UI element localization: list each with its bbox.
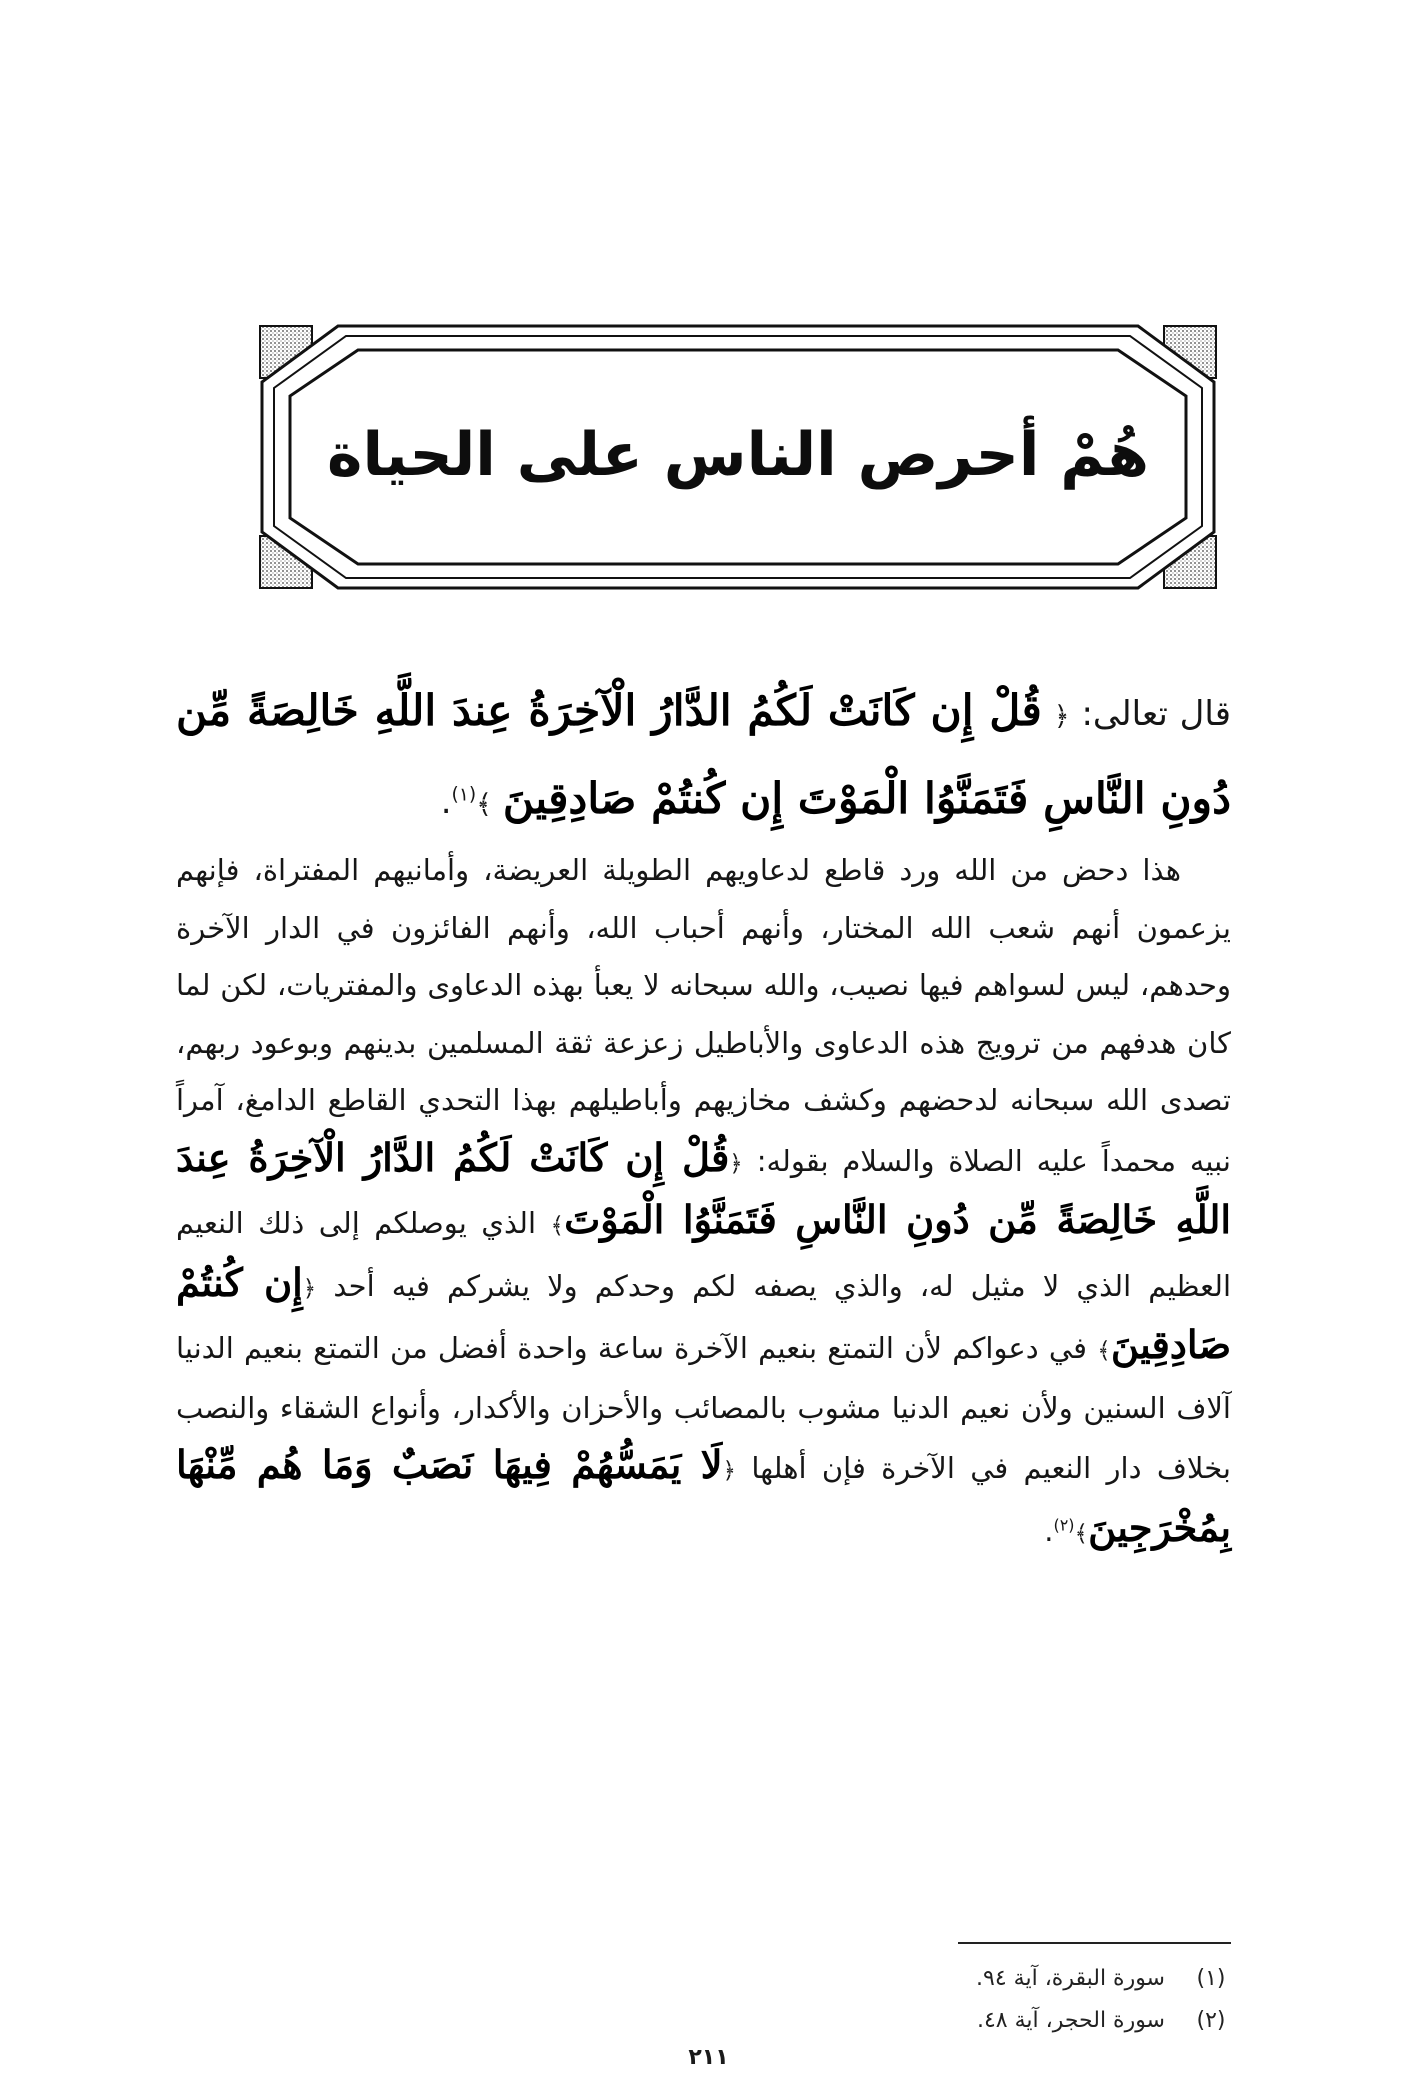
page-number: ٢١١ <box>688 2045 729 2070</box>
footnote-item <box>700 2000 1231 2042</box>
paragraph-text: هذا دحض من الله ورد قاطع لدعاويهم الطويلة العريضة، وأمانيهم المفتراة، فإنهم يزعمون أنهم شعب الله المختار، وأنهم أحباب الله، وأنهم الفائزون في الدار الآخرة وحدهم، ليس لسواهم فيها نصيب، والله سبحانه لا يعبأ بهذه الدعاوى والمفتريات، لكن لما كان هدفهم من ترويج هذه الدعاوى والأباطيل زعزعة ثقة المسلمين بدينهم وبوعود ربهم، تصدى الله سبحانه لدحضهم وكشف مخازيهم وأباطيلهم بهذا التحدي القاطع الدامغ، آمراً نبيه محمداً عليه الصلاة والسلام بقوله: <box>176 853 1231 1178</box>
main-paragraph <box>176 842 1231 1562</box>
quran-close-brace: ﴾ <box>476 789 493 820</box>
quran-open-brace: ﴿ <box>302 1274 317 1302</box>
footnote-text: سورة الحجر، آية ٤٨. <box>976 2008 1165 2033</box>
footnote-number: (٢) <box>1196 2008 1226 2033</box>
paragraph-text: الذي يوصلكم إلى ذلك النعيم العظيم الذي لا مثيل له، والذي يصفه لكم وحدكم ولا يشركم فيه أحد <box>176 1206 1232 1303</box>
footnote-ref-1[interactable]: (١) <box>451 784 477 806</box>
intro-lead: قال تعالى: <box>1081 694 1231 734</box>
quran-open-brace: ﴿ <box>729 1149 743 1177</box>
paragraph-end: . <box>1044 1513 1054 1548</box>
quran-open-brace: ﴿ <box>1053 701 1070 732</box>
quran-open-brace: ﴿ <box>722 1457 737 1484</box>
quran-verse: لَا يَمَسُّهُمْ فِيهَا نَصَبٌ وَمَا هُم مِّنْهَا بِمُخْرَجِينَ <box>176 1443 1231 1551</box>
footnote-ref-2[interactable]: (٢) <box>1053 1514 1075 1534</box>
paragraph-text: في دعواكم لأن التمتع بنعيم الآخرة ساعة واحدة أفضل من التمتع بنعيم الدنيا آلاف السنين ولأن نعيم الدنيا مشوب بالمصائب والأحزان والأكدار، وأنواع الشقاء والنصب بخلاف دار النعيم في الآخرة فإن أهلها <box>176 1331 1231 1485</box>
quran-close-brace: ﴾ <box>550 1212 565 1239</box>
quran-close-brace: ﴾ <box>1074 1519 1089 1547</box>
quran-close-brace: ﴾ <box>1097 1337 1111 1364</box>
intro-end: . <box>440 782 452 822</box>
footnote-item <box>700 1958 1231 2000</box>
footnote-text: سورة البقرة، آية ٩٤. <box>976 1966 1165 1991</box>
intro-verse-block <box>176 670 1231 846</box>
quran-verse: قُلْ إِن كَانَتْ لَكُمُ الدَّارُ الْآخِرَةُ عِندَ اللَّهِ خَالِصَةً مِّن دُونِ النَّاسِ فَتَمَنَّوُا الْمَوْتَ <box>176 1135 1231 1243</box>
quran-verse: إِن كُنتُمْ صَادِقِينَ <box>176 1260 1232 1368</box>
footnote-divider <box>958 1942 1231 1944</box>
chapter-title-frame <box>258 322 1218 592</box>
footnote-number: (١) <box>1196 1966 1226 1991</box>
chapter-title: هُمْ أحرص الناس على الحياة <box>327 420 1149 490</box>
quran-verse: قُلْ إِن كَانَتْ لَكُمُ الدَّارُ الْآخِرَةُ عِندَ اللَّهِ خَالِصَةً مِّن دُونِ النَّاسِ فَتَمَنَّوُا الْمَوْتَ إِن كُنتُمْ صَادِقِينَ <box>176 686 1231 824</box>
footnotes-list <box>700 1958 1231 2042</box>
